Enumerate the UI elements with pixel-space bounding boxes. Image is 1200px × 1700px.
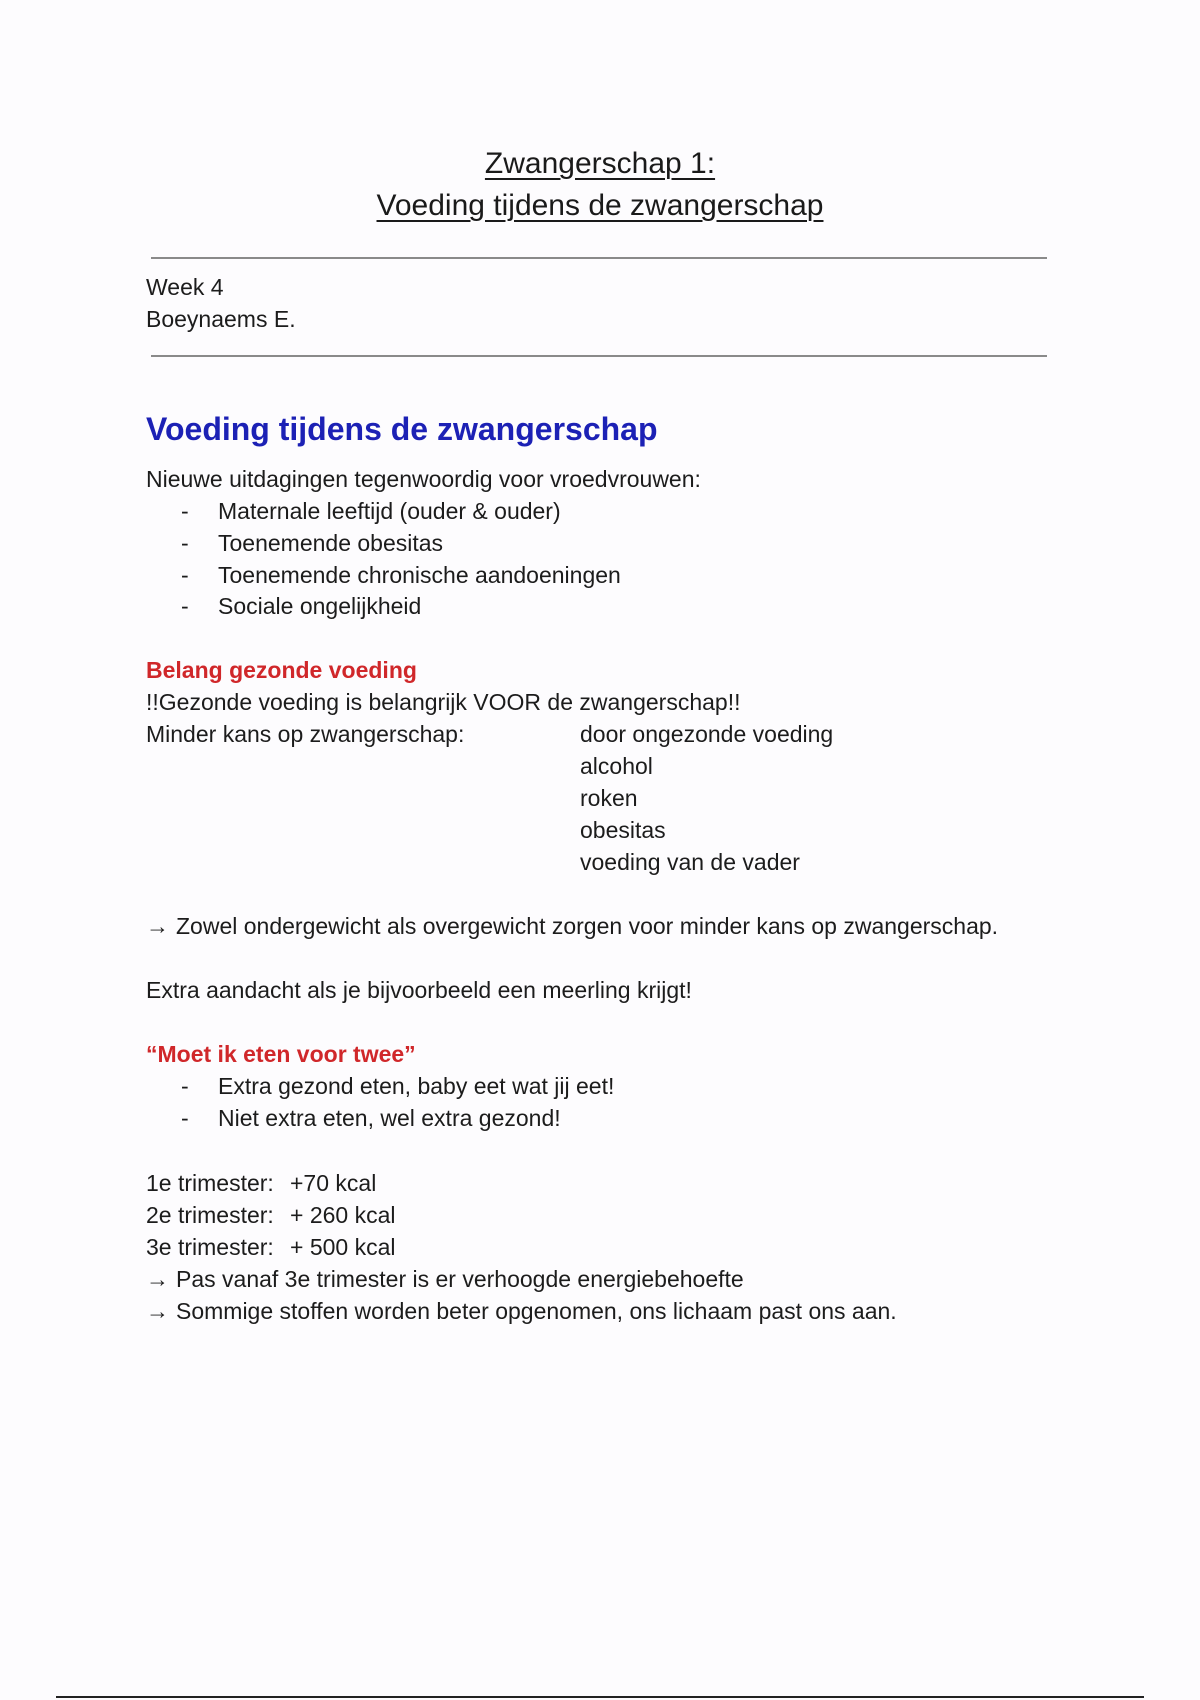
cause-item: door ongezonde voeding [580,721,834,747]
bullet-marker: - [181,1073,189,1099]
intro-text: Nieuwe uitdagingen tegenwoordig voor vroedvrouwen: [146,466,701,492]
causes-label: Minder kans op zwangerschap: [146,721,465,747]
week-label: Week 4 [146,274,224,300]
header-divider-bottom [151,355,1047,357]
cause-item: alcohol [580,753,653,779]
trimester-label: 2e trimester: [146,1202,274,1228]
trimester-label: 1e trimester: [146,1170,274,1196]
section-heading-voeding: Voeding tijdens de zwangerschap [146,411,658,447]
document-title-line-1: Zwangerschap 1: [484,147,716,180]
list-item: Niet extra eten, wel extra gezond! [218,1105,561,1131]
energy-note [146,1263,744,1295]
absorption-note-text: Sommige stoffen worden beter opgenomen, ons lichaam past ons aan. [176,1298,897,1324]
arrow-right-icon: → [146,913,169,939]
list-item: Toenemende chronische aandoeningen [218,562,621,588]
arrow-right-icon: → [146,1266,169,1292]
trimester-label: 3e trimester: [146,1234,274,1260]
trimester-value: +70 kcal [290,1170,377,1196]
bullet-marker: - [181,498,189,524]
section-heading-belang: Belang gezonde voeding [146,657,417,683]
list-item: Maternale leeftijd (ouder & ouder) [218,498,561,524]
list-item: Toenemende obesitas [218,530,444,556]
bullet-marker: - [181,1105,189,1131]
bullet-marker: - [181,530,189,556]
page-bottom-rule [56,1696,1144,1698]
list-item: Extra gezond eten, baby eet wat jij eet! [218,1073,615,1099]
bullet-marker: - [181,562,189,588]
document-title-line-2: Voeding tijdens de zwangerschap [376,189,824,222]
cause-item: roken [580,785,638,811]
multiples-note: Extra aandacht als je bijvoorbeeld een meerling krijgt! [146,977,692,1003]
cause-item: voeding van de vader [580,849,800,875]
weight-note-text: Zowel ondergewicht als overgewicht zorgen voor minder kans op zwangerschap. [176,913,999,939]
energy-note-text: Pas vanaf 3e trimester is er verhoogde energiebehoefte [176,1266,744,1292]
arrow-right-icon: → [146,1298,169,1324]
list-item: Sociale ongelijkheid [218,593,422,619]
bullet-marker: - [181,593,189,619]
absorption-note [146,1295,897,1327]
weight-note [146,910,998,942]
emphasis-text: !!Gezonde voeding is belangrijk VOOR de zwangerschap!! [146,689,741,715]
trimester-value: + 500 kcal [290,1234,396,1260]
trimester-value: + 260 kcal [290,1202,396,1228]
cause-item: obesitas [580,817,666,843]
author-label: Boeynaems E. [146,306,296,332]
section-heading-eten-voor-twee: “Moet ik eten voor twee” [146,1041,416,1067]
header-divider-top [151,257,1047,259]
